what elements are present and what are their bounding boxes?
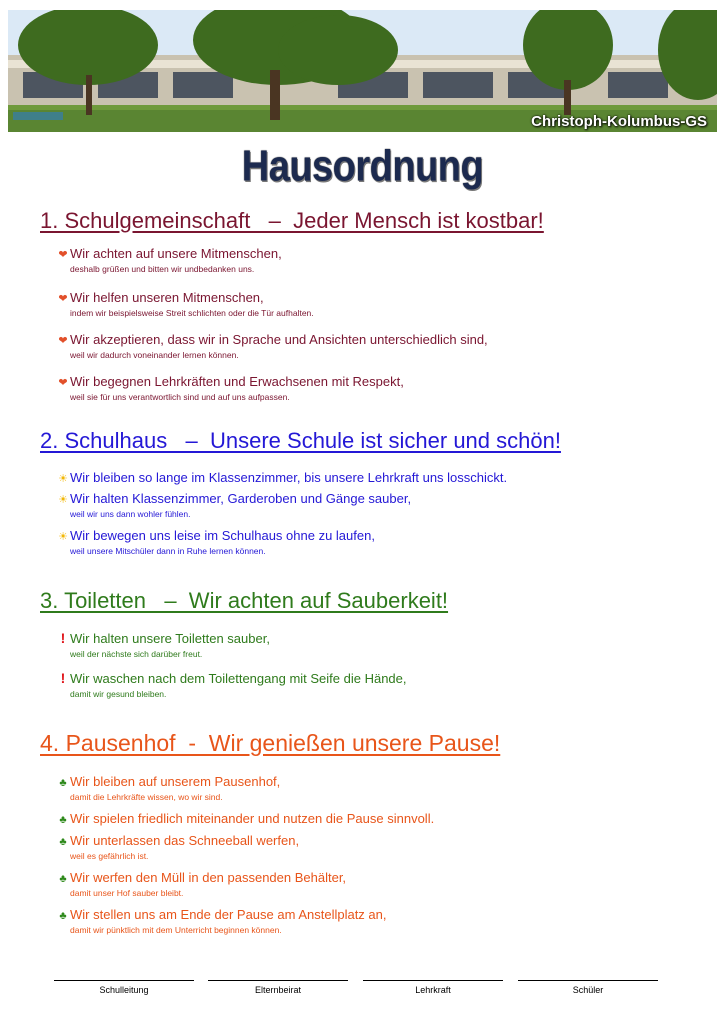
rule-reason: damit die Lehrkräfte wissen, wo wir sind. xyxy=(70,792,223,802)
tree-icon: ♣ xyxy=(59,836,67,848)
exclamation-icon: ! xyxy=(60,630,66,646)
heart-icon: ❤ xyxy=(58,377,68,389)
rule-text: Wir achten auf unsere Mitmenschen, xyxy=(70,246,282,261)
rule-reason: indem wir beispielsweise Streit schlichten oder die Tür aufhalten. xyxy=(70,308,314,318)
sun-icon: ☀ xyxy=(58,473,68,485)
rule-item xyxy=(56,833,299,861)
rule-item xyxy=(56,290,314,318)
rule-reason: weil der nächste sich darüber freut. xyxy=(70,649,203,659)
rule-item xyxy=(56,670,407,699)
rule-reason: damit wir gesund bleiben. xyxy=(70,689,167,699)
rule-text: Wir bleiben so lange im Klassenzimmer, bis unsere Lehrkraft uns losschickt. xyxy=(70,470,508,485)
rule-text: Wir halten unsere Toiletten sauber, xyxy=(70,631,270,646)
rule-text: Wir werfen den Müll in den passenden Behälter, xyxy=(70,870,347,885)
rule-item xyxy=(56,332,488,360)
rule-item xyxy=(56,470,507,485)
rule-item xyxy=(56,870,346,898)
tree-icon: ♣ xyxy=(59,910,67,922)
rule-item xyxy=(56,811,434,826)
rule-reason: weil wir dadurch voneinander lernen können. xyxy=(70,350,239,360)
rule-reason: weil unsere Mitschüler dann in Ruhe lernen können. xyxy=(70,546,266,556)
rule-item xyxy=(56,246,282,274)
rule-text: Wir waschen nach dem Toilettengang mit Seife die Hände, xyxy=(70,671,407,686)
rule-reason: weil sie für uns verantwortlich sind und auf uns aufpassen. xyxy=(70,392,290,402)
rule-text: Wir bleiben auf unserem Pausenhof, xyxy=(70,774,281,789)
heart-icon: ❤ xyxy=(58,335,68,347)
heart-icon: ❤ xyxy=(58,293,68,305)
rule-text: Wir unterlassen das Schneeball werfen, xyxy=(70,833,300,848)
rule-reason: damit unser Hof sauber bleibt. xyxy=(70,888,184,898)
rule-item xyxy=(56,907,387,935)
rule-text: Wir begegnen Lehrkräften und Erwachsenen mit Respekt, xyxy=(70,374,404,389)
rule-item xyxy=(56,774,280,802)
exclamation-icon: ! xyxy=(60,670,66,686)
signature-line: Lehrkraft xyxy=(363,980,503,995)
rule-item xyxy=(56,630,270,659)
section-heading-1: 1. Schulgemeinschaft – Jeder Mensch ist kostbar! xyxy=(40,208,544,233)
school-name: Christoph-Kolumbus-GS xyxy=(531,113,707,130)
rule-reason: weil es gefährlich ist. xyxy=(70,851,149,861)
rule-item xyxy=(56,491,411,519)
page-title: Hausordnung xyxy=(241,142,484,192)
rule-item xyxy=(56,528,375,556)
section-heading-2: 2. Schulhaus – Unsere Schule ist sicher und schön! xyxy=(40,428,561,453)
rule-reason: weil wir uns dann wohler fühlen. xyxy=(70,509,191,519)
section-heading-4: 4. Pausenhof - Wir genießen unsere Pause! xyxy=(40,730,501,756)
rule-text: Wir halten Klassenzimmer, Garderoben und Gänge sauber, xyxy=(70,491,412,506)
signature-line: Schulleitung xyxy=(54,980,194,995)
rule-text: Wir stellen uns am Ende der Pause am Anstellplatz an, xyxy=(70,907,387,922)
tree-icon: ♣ xyxy=(59,777,67,789)
rule-item xyxy=(56,374,404,402)
rule-text: Wir helfen unseren Mitmenschen, xyxy=(70,290,264,305)
signature-line: Elternbeirat xyxy=(208,980,348,995)
heart-icon: ❤ xyxy=(58,249,68,261)
rule-reason: deshalb grüßen und bitten wir undbedanken uns. xyxy=(70,264,255,274)
rule-text: Wir spielen friedlich miteinander und nutzen die Pause sinnvoll. xyxy=(70,811,435,826)
rule-text: Wir akzeptieren, dass wir in Sprache und Ansichten unterschiedlich sind, xyxy=(70,332,488,347)
section-heading-3: 3. Toiletten – Wir achten auf Sauberkeit! xyxy=(40,588,449,613)
rule-reason: damit wir pünktlich mit dem Unterricht beginnen können. xyxy=(70,925,282,935)
rule-text: Wir bewegen uns leise im Schulhaus ohne zu laufen, xyxy=(70,528,375,543)
tree-icon: ♣ xyxy=(59,873,67,885)
tree-icon: ♣ xyxy=(59,814,67,826)
sun-icon: ☀ xyxy=(58,531,68,543)
school-photo-banner xyxy=(8,10,717,132)
signature-line: Schüler xyxy=(518,980,658,995)
sun-icon: ☀ xyxy=(58,494,68,506)
